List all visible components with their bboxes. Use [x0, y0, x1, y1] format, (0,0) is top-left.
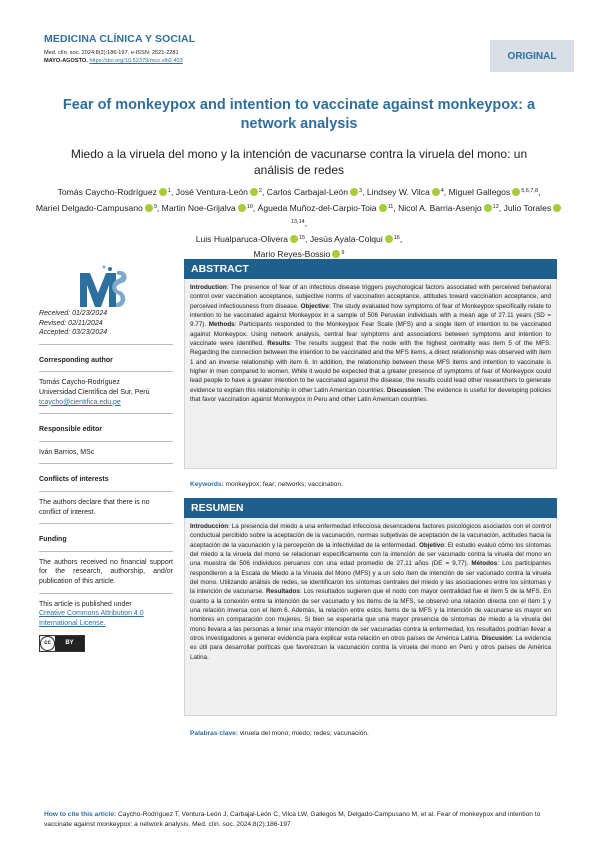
abstract-methods-label: Methods	[208, 321, 235, 329]
cite-label: How to cite this article:	[44, 811, 117, 818]
resumen-heading: RESUMEN	[184, 498, 557, 518]
conflicts-heading: Conflicts of interests	[39, 476, 109, 484]
orcid-icon[interactable]	[553, 204, 561, 212]
author-list: Tomás Caycho-Rodríguez $^1$, José Ventura-León $^2$, Carlos Carbajal-León $^3$, Lindsey W. Vilca $^4$, Miguel Gallegos $^{5,6,7,8}$, Mariel Delgado-Campusano $^9$, Martin Noe-Grijalva $^{10}$, Águeda Muñoz-del-Carpio-Toia $^{11}$, Nicol A. Barria-Asenjo $^{12}$, Julio Torales$^{13,14}$, Luis Hualparuca-Olivera $^{15}$, Jesús Ayala-Colqui $^{16}$, Mario Reyes-Bossio $^9$	[30, 184, 568, 262]
resumen-methods-label: Métodos	[471, 560, 498, 568]
abstract-objective-label: Objective	[300, 302, 329, 310]
author-affiliation-number: 2	[258, 188, 262, 194]
cc-by-license-icon[interactable]	[39, 635, 85, 652]
received-date: Received: 01/23/2024	[39, 310, 108, 317]
author-name: Mario Reyes-Bossio	[253, 249, 331, 259]
abstract-discussion: : The evidence is useful for developing policies that favor vaccination against Monkeypox in Peru and other Latin American countries.	[190, 386, 551, 404]
resumen-objective: : El estudio evaluó cómo los síntomas del miedo a la viruela del mono se relacionan específicamente con la intención de ser vacunado contra la viruela del mono en una muestra de 506 individuos peruanos con una edad promedio de 27,11 años (DE = 9,77).	[190, 541, 551, 568]
abstract-intro-label: Introduction	[190, 284, 227, 291]
author-name: Tomás Caycho-Rodríguez	[57, 187, 157, 197]
conflicts-text: The authors declare that there is no conflict of interest.	[39, 498, 150, 516]
journal-issn-line: Med. clín. soc. 2024;8(2):186-197. e-ISSN: 2521-2281	[44, 50, 179, 56]
resumen-methods: : Los participantes respondieron a la Escala de Miedo a la Viruela del Mono (MFS) y a un solo ítem de intención de ser vacunado contra la viruela del mono. Utilizando análisis de redes, se identificaron los síntomas centrales del miedo y las asociaciones entre los síntomas y la intención de vacunarse.	[190, 560, 551, 596]
keywords-label: Keywords:	[190, 481, 224, 488]
article-title: Fear of monkeypox and intention to vaccinate against monkeypox: a network analysis	[62, 97, 536, 132]
corresponding-name: Tomás Caycho-Rodríguez	[39, 379, 120, 387]
resumen-discussion: : La evidencia es útil para desarrollar políticas que favorezcan la vacunación contra la viruela del mono en Perú y otros países de América Latina.	[190, 635, 551, 661]
journal-header	[44, 33, 464, 65]
resumen-intro: : La presencia del miedo a una enfermedad infecciosa desencadena factores psicológicos asociados con el control conductual percibido sobre la aceptación de la vacunación, normas subjetivas de aceptación de la vacunación, actitudes hacia la aceptación de la vacunación y la percepción de la infectividad de la enfermedad.	[190, 523, 551, 549]
orcid-icon[interactable]	[332, 250, 340, 258]
abstract-methods: : Participants responded to the Monkeypox Fear Scale (MFS) and a single item of intention to be vaccinated against Monkeypox. Using network analysis, central fear symptoms and associations between symptoms and intention to vaccinate were identified.	[190, 321, 551, 348]
abstract-objective: : The study evaluated how symptoms of fear of Monkeypox specifically relate to intention to be vaccinated against Monkeypox in a sample of 506 Peruvian individuals with a mean age of 27.11 years (SD = 9.77).	[190, 302, 551, 329]
resumen-discussion-label: Discusión	[481, 635, 512, 643]
editor-name: Iván Barrios, MSc	[39, 448, 95, 456]
author-affiliation-number: 9	[153, 203, 157, 210]
author-name: Martin Noe-Grijalva	[161, 202, 236, 213]
author-affiliation-number: 12	[492, 203, 499, 210]
abstract-discussion-label: Discussion	[386, 386, 421, 394]
author-affiliation-number: 11	[387, 203, 394, 210]
author-affiliation-number: 16	[393, 234, 400, 241]
author-name: Jesús Ayala-Colqui	[309, 233, 383, 244]
author-name: José Ventura-León	[175, 187, 248, 197]
orcid-icon[interactable]	[145, 204, 153, 212]
orcid-icon[interactable]	[250, 188, 258, 196]
author-name: Nicol A. Barria-Asenjo	[398, 202, 482, 213]
divider	[39, 463, 173, 464]
author-name: Julio Torales	[503, 202, 552, 213]
license-text: This article is published under	[39, 600, 132, 608]
corresponding-heading: Corresponding author	[39, 356, 113, 364]
divider	[39, 344, 173, 345]
orcid-icon[interactable]	[379, 204, 387, 212]
abstract-results-label: Results	[267, 340, 290, 348]
orcid-icon[interactable]	[350, 188, 358, 196]
accepted-date: Accepted: 03/23/2024	[39, 329, 108, 337]
resumen-intro-label: Introducción	[190, 523, 229, 530]
orcid-icon[interactable]	[290, 235, 298, 243]
corresponding-email-link[interactable]: tcaycho@cientifica.edu.pe	[39, 398, 121, 406]
divider	[39, 441, 173, 442]
corresponding-affiliation: Universidad Científica del Sur, Perú	[39, 388, 150, 396]
how-to-cite	[44, 810, 562, 830]
cite-text: Caycho-Rodríguez T, Ventura-León J, Carbajal-León C, Vilca LW, Gallegos M, Delgado-Campusano M, et al. Fear of monkeypox and intention to vaccinate against monkeypox: a network analysis. Med. clín. soc. 2024;8(2):186-197	[44, 811, 541, 828]
divider	[39, 593, 173, 594]
orcid-icon[interactable]	[512, 188, 520, 196]
doi-link[interactable]: https://doi.org/10.52379/mcs.v8i2.403	[89, 58, 183, 64]
orcid-icon[interactable]	[484, 204, 492, 212]
orcid-icon[interactable]	[238, 204, 246, 212]
palabras-clave-list: viruela del mono; miedo; redes; vacunación.	[238, 730, 369, 737]
abstract-body	[184, 279, 557, 469]
author-name: Águeda Muñoz-del-Carpio-Toia	[257, 202, 377, 213]
revised-date: Revised: 02/11/2024	[39, 319, 103, 327]
license-link[interactable]: Creative Commons Attribution 4.0 International License.	[39, 610, 144, 627]
editor-heading: Responsible editor	[39, 426, 103, 434]
author-affiliation-number: 1	[167, 188, 171, 194]
author-affiliation-number: 9	[341, 250, 345, 256]
orcid-icon[interactable]	[385, 235, 393, 243]
palabras-clave-label: Palabras clave:	[190, 730, 239, 737]
funding-heading: Funding	[39, 536, 67, 544]
author-name: Mariel Delgado-Campusano	[35, 202, 143, 213]
abstract-results: : The results suggest that the node with the highest centrality was item 5 of the MFS. Regarding the connection between the intention to be vaccinated and the MFS items, a direct relationship was observed with item 1 and an inverse relationship with item 6. In addition, the relationship between these MFS items and intention to vaccinate is higher in men compared to women. While it would be expected that a greater presence of symptoms of fear of Monkeypox could lead people to have a greater intention to be vaccinated against the disease, the results could lead other researchers to generate evidence to explain this relationship in other Latin American countries.	[190, 340, 551, 394]
author-name: Luis Hualparuca-Olivera	[195, 233, 288, 244]
journal-period: MAYO-AGOSTO.	[44, 58, 88, 64]
journal-name: MEDICINA CLÍNICA Y SOCIAL	[44, 33, 196, 45]
resumen-objective-label: Objetivo	[418, 541, 445, 549]
author-name: Miguel Gallegos	[448, 187, 511, 197]
author-name: Lindsey W. Vilca	[366, 187, 430, 197]
journal-citation-line	[44, 49, 464, 65]
author-name: Carlos Carbajal-León	[266, 187, 348, 197]
resumen-results: : Los resultados sugieren que el nodo con mayor centralidad fue el ítem 5 de la MFS. En cuanto a la conexión entre la intención de ser vacunado y los ítems de la MFS, se observó una relación directa con el ítem 1 y una relación inversa con el ítem 6. Además, la relación entre estos ítems de la MFS y la intención de vacunarse es mayor en hombres en comparación con mujeres. Si bien se esperaría que una mayor presencia de síntomas de miedo a la viruela del mono llevara a las personas a tener una mayor intención de ser vacunadas contra la enfermedad, los resultados podrían llevar a otros investigadores a generar evidencia para explicar esta relación en otros países de América Latina.	[190, 588, 551, 643]
author-affiliation-number: 10	[246, 203, 253, 210]
article-subtitle: Miedo a la viruela del mono y la intención de vacunarse contra la viruela del mono: un análisis de redes	[70, 147, 528, 177]
abstract-intro: : The presence of fear of an infectious disease triggers psychological factors associated with perceived behavioral control over vaccination acceptance, subjective norms of vaccination acceptance, attitudes toward vaccination acceptance, and perceived infectiousness from disease.	[190, 284, 551, 310]
author-affiliation-number: 3	[358, 188, 363, 194]
divider	[39, 413, 173, 414]
divider	[39, 523, 173, 524]
keywords-list: monkeypox; fear; networks; vaccination.	[223, 481, 343, 488]
author-affiliation-number: 15	[298, 234, 306, 241]
resumen-keywords	[190, 730, 369, 737]
orcid-icon[interactable]	[159, 188, 167, 196]
cc-icon: cc	[40, 636, 55, 651]
resumen-results-label: Resultados	[265, 588, 300, 596]
article-sidebar	[39, 309, 173, 652]
by-icon: BY	[55, 636, 84, 651]
resumen-body	[184, 518, 557, 716]
orcid-icon[interactable]	[432, 188, 440, 196]
author-affiliation-number: 13,14	[290, 219, 305, 225]
divider	[39, 491, 173, 492]
divider	[39, 551, 173, 552]
abstract-heading: ABSTRACT	[184, 259, 557, 279]
author-affiliation-number: 5,6,7,8	[521, 188, 539, 194]
funding-text: The authors received no financial support for the research, authorship, and/or publication of this article.	[39, 558, 173, 585]
author-affiliation-number: 4	[440, 188, 444, 194]
article-dates	[39, 309, 173, 338]
article-type-badge: ORIGINAL	[490, 40, 574, 72]
divider	[39, 371, 173, 372]
abstract-keywords	[190, 481, 343, 488]
